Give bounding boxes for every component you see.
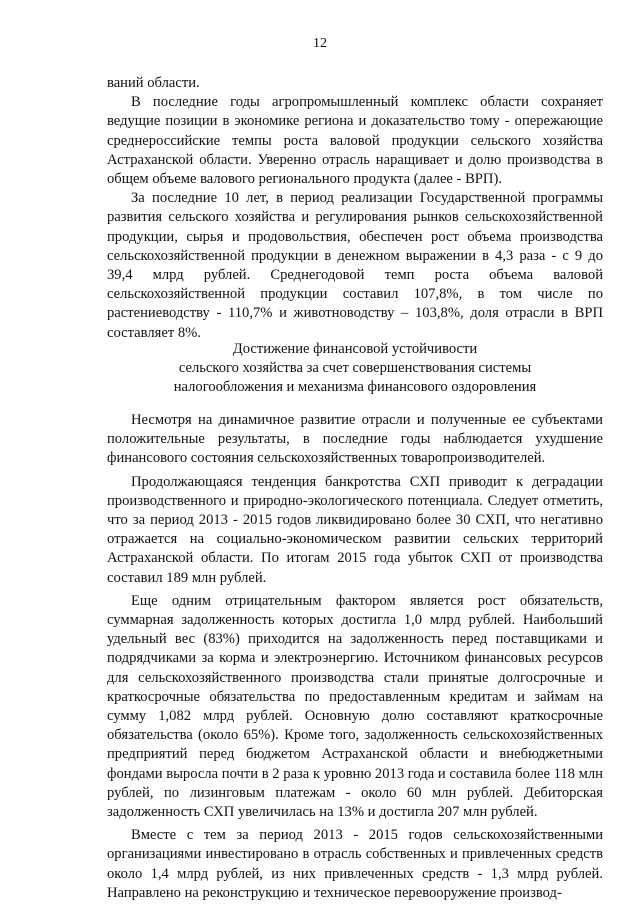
heading-line: сельского хозяйства за счет совершенствования системы [178, 360, 532, 377]
heading-line: налогообложения и механизма финансового оздоровления [173, 379, 537, 396]
intro-text-block [107, 74, 603, 343]
paragraph-financial-state: Несмотря на динамичное развитие отрасли и полученные ее субъектами положительные результаты, в последние годы наблюдается ухудшение финансового состояния сельскохозяйственных товаропроизводителей. [107, 412, 603, 467]
paragraph-bankruptcy: Продолжающаяся тенденция банкротства СХП приводит к деградации производственного и природно-экологического потенциала. Следует отметить, что за период 2013 - 2015 годов ликвидировано более 30 СХП, что негативно отражается на социально-экономическом развитии сельских территорий Астраханской области. По итогам 2015 года убыток СХП от производства составил 189 млн рублей. [107, 473, 603, 586]
paragraph-agro-complex: В последние годы агропромышленный комплекс области сохраняет ведущие позиции в экономике региона и доказательство тому - опережающие среднероссийские темпы роста валовой продукции сельского хозяйства Астраханской области. Уверенно отрасль наращивает и долю производства в общем объеме валового регионального продукта (далее - ВРП). [107, 94, 603, 188]
page-number: 12 [313, 36, 327, 51]
section-heading [107, 340, 603, 398]
paragraph-continuation: ваний области. [107, 75, 200, 91]
paragraph-investment: Вместе с тем за период 2013 - 2015 годов сельскохозяйственными организациями инвестировано в отрасль собственных и привлеченных средств около 1,4 млрд рублей, из них привлеченных средств - 1,3 млрд рублей. Направлено на реконструкцию и техническое перевооружение производ- [107, 827, 603, 901]
paragraph-growth-stats: За последние 10 лет, в период реализации Государственной программы развития сельского хозяйства и регулирования рынков сельскохозяйственной продукции, сырья и продовольствия, обеспечен рост объема производства сельскохозяйственной продукции в денежном выражении в 4,3 раза - с 9 до 39,4 млрд рублей. Среднегодовой темп роста объема валовой сельскохозяйственной продукции составил 107,8%, в том числе по растениеводству - 110,7% и животноводству – 103,8%, доля отрасли в ВРП составляет 8%. [107, 190, 603, 341]
heading-line: Достижение финансовой устойчивости [232, 341, 478, 357]
paragraph-liabilities: Еще одним отрицательным фактором является рост обязательств, суммарная задолженность которых достигла 1,0 млрд рублей. Наибольший удельный вес (83%) приходится на задолженность перед поставщиками и подрядчиками за корма и электроэнергию. Источником финансовых ресурсов для сельскохозяйственного производства стали принятые долгосрочные и краткосрочные обязательства по предоставленным кредитам и займам на сумму 1,082 млрд рублей. Основную долю составляют краткосрочные обязательства (около 65%). Кроме того, задолженность сельскохозяйственных предприятий перед бюджетом Астраханской области и внебюджетными фондами выросла почти в 2 раза к уровню 2013 года и составила более 118 млн рублей, по лизинговым платежам - около 60 млн рублей. Дебиторская задолженность СХП увеличилась на 13% и достигла 207 млн рублей. [107, 592, 603, 821]
section-text-block [107, 411, 603, 903]
